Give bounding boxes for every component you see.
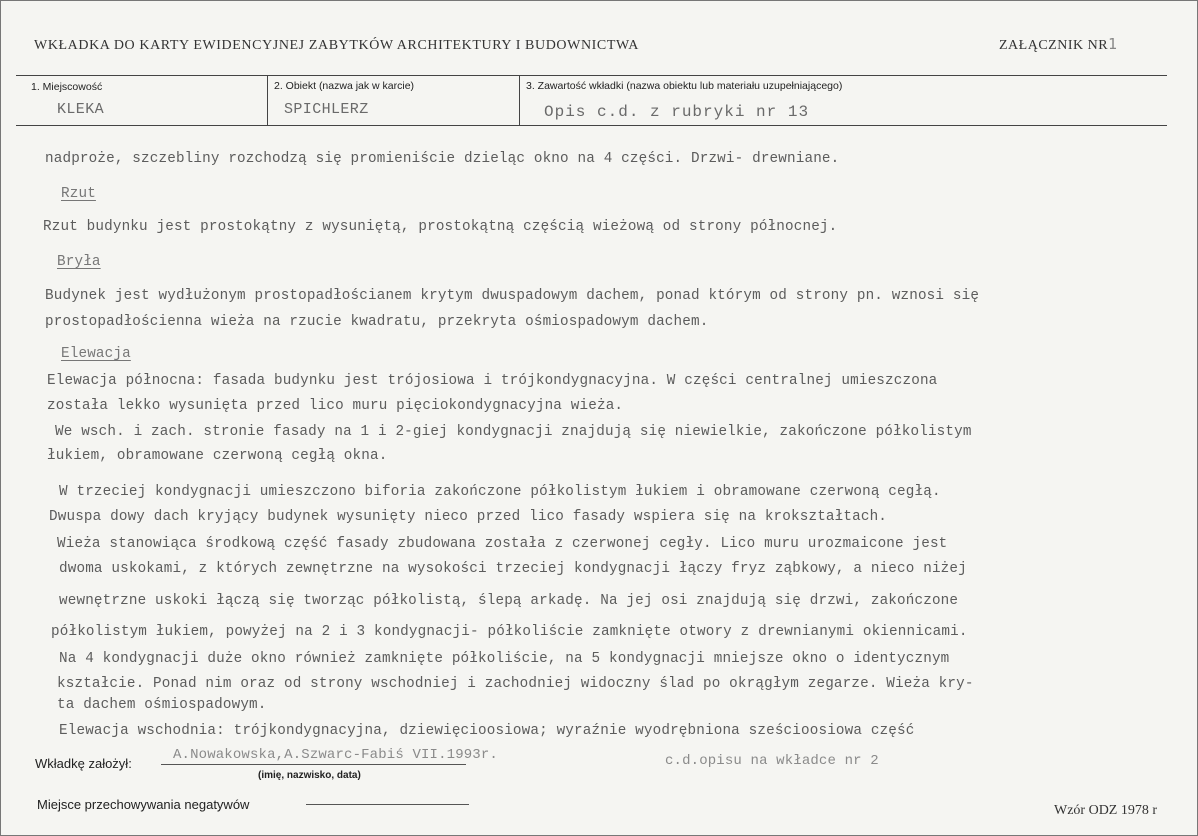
- heading-elewacja: Elewacja: [61, 346, 131, 362]
- created-by-label: Wkładkę założył:: [35, 756, 132, 771]
- body-line-5: Elewacja północna: fasada budynku jest trójosiowa i trójkondygnacyjna. W części centralnej umieszczona: [47, 373, 938, 389]
- header-top-rule: [16, 75, 1167, 76]
- continuation-note: c.d.opisu na wkładce nr 2: [665, 753, 879, 769]
- body-line-14: półkolistym łukiem, powyżej na 2 i 3 kondygnacji- półkoliście zamknięte otwory z drewnianymi okiennicami.: [51, 624, 968, 640]
- content-value: Opis c.d. z rubryki nr 13: [544, 103, 810, 121]
- header-bottom-rule: [16, 125, 1167, 126]
- heading-bryla: Bryła: [57, 254, 101, 270]
- field-divider-1: [267, 75, 268, 126]
- body-line-12: dwoma uskokami, z których zewnętrzne na wysokości trzeciej kondygnacji łączy fryz ząbkowy, a nieco niżej: [59, 561, 967, 577]
- object-value: SPICHLERZ: [284, 101, 369, 118]
- body-line-13: wewnętrzne uskoki łączą się tworząc półkolistą, ślepą arkadę. Na jej osi znajdują się drzwi, zakończone: [59, 593, 959, 609]
- locality-value: KLEKA: [57, 101, 105, 118]
- created-by-hint: (imię, nazwisko, data): [258, 770, 361, 781]
- body-line-18: Elewacja wschodnia: trójkondygnacyjna, dziewięcioosiowa; wyraźnie wyodrębniona sześcioosiowa część: [59, 723, 915, 739]
- annex-number-label: [999, 35, 1118, 54]
- object-label: 2. Obiekt (nazwa jak w karcie): [274, 80, 415, 92]
- body-line-4: prostopadłościenna wieża na rzucie kwadratu, przekryta ośmiospadowym dachem.: [45, 314, 709, 330]
- body-line-2: Rzut budynku jest prostokątny z wysuniętą, prostokątną częścią wieżową od strony północnej.: [43, 219, 838, 235]
- body-line-11: Wieża stanowiąca środkową część fasady zbudowana została z czerwonej cegły. Lico muru urozmaicone jest: [57, 536, 948, 552]
- negatives-storage-line: [306, 804, 469, 805]
- created-by-line: [161, 764, 466, 765]
- body-line-10: Dwuspa dowy dach kryjący budynek wysunięty nieco przed lico fasady wspiera się na krokształtach.: [49, 509, 888, 525]
- negatives-storage-label: Miejsce przechowywania negatywów: [37, 797, 250, 812]
- form-code: Wzór ODZ 1978 r: [1054, 803, 1158, 818]
- body-line-17: ta dachem ośmiospadowym.: [57, 697, 267, 713]
- created-by-value: A.Nowakowska,A.Szwarc-Fabiś VII.1993r.: [173, 747, 498, 763]
- card-title: WKŁADKA DO KARTY EWIDENCYJNEJ ZABYTKÓW ARCHITEKTURY I BUDOWNICTWA: [34, 38, 639, 53]
- body-line-15: Na 4 kondygnacji duże okno również zamknięte półkoliście, na 5 kondygnacji mniejsze okno o identycznym: [59, 651, 950, 667]
- body-line-3: Budynek jest wydłużonym prostopadłościanem krytym dwuspadowym dachem, ponad którym od strony pn. wznosi się: [45, 288, 980, 304]
- body-line-8: łukiem, obramowane czerwoną cegłą okna.: [47, 448, 388, 464]
- body-line-1: nadproże, szczebliny rozchodzą się promieniście dzieląc okno na 4 części. Drzwi- drewniane.: [45, 151, 840, 167]
- locality-label: 1. Miejscowość: [31, 81, 103, 93]
- content-label: 3. Zawartość wkładki (nazwa obiektu lub materiału uzupełniającego): [526, 80, 843, 92]
- field-divider-2: [519, 75, 520, 126]
- body-line-7: We wsch. i zach. stronie fasady na 1 i 2-giej kondygnacji znajdują się niewielkie, zakończone półkolistym: [55, 424, 972, 440]
- heading-rzut: Rzut: [61, 186, 96, 202]
- annex-label: ZAŁĄCZNIK NR: [999, 38, 1109, 53]
- body-line-6: została lekko wysunięta przed lico muru pięciokondygnacyjna wieża.: [47, 398, 624, 414]
- annex-number: 1: [1108, 35, 1118, 53]
- body-line-16: kształcie. Ponad nim oraz od strony wschodniej i zachodniej widoczny ślad po okrągłym zegarze. Wieża kry-: [57, 676, 974, 692]
- body-line-9: W trzeciej kondygnacji umieszczono biforia zakończone półkolistym łukiem i obramowane czerwoną cegłą.: [59, 484, 941, 500]
